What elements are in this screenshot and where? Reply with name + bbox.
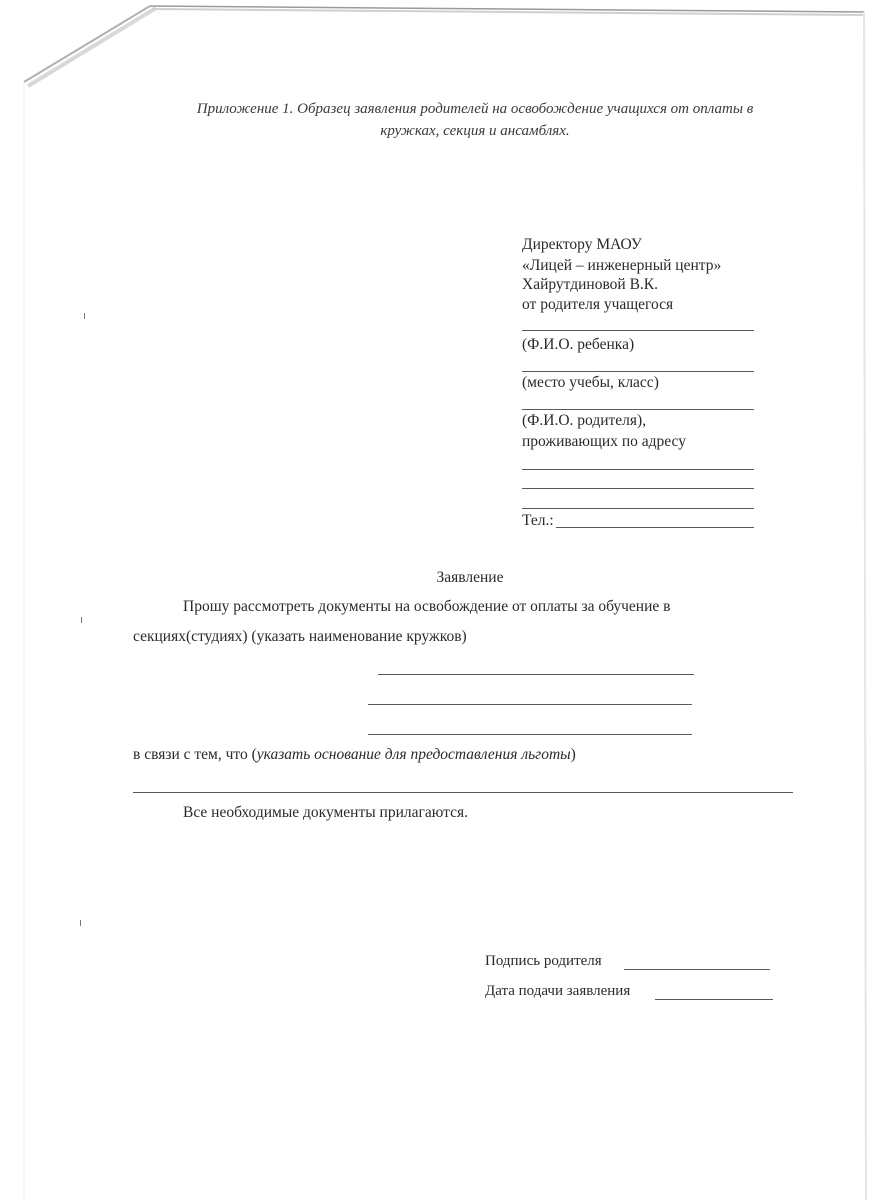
club-name-blank-3 xyxy=(368,734,692,735)
request-text-line1: Прошу рассмотреть документы на освобождение от оплаты за обучение в xyxy=(183,598,671,615)
parent-signature-label: Подпись родителя xyxy=(485,953,602,969)
address-blank-3 xyxy=(522,508,754,509)
reason-blank xyxy=(133,792,793,793)
punch-mark xyxy=(80,920,81,926)
request-text-line2: секциях(студиях) (указать наименование кружков) xyxy=(133,628,467,645)
punch-mark xyxy=(81,617,82,623)
phone-label: Тел.: xyxy=(522,512,554,529)
statement-heading: Заявление xyxy=(436,569,504,586)
reason-prefix: в связи с тем, что ( xyxy=(133,746,257,763)
child-name-label: (Ф.И.О. ребенка) xyxy=(522,336,635,353)
reason-hint: указать основание для предоставления льготы xyxy=(256,746,571,763)
club-name-blank-2 xyxy=(368,704,692,705)
addressee-line2: «Лицей – инженерный центр» xyxy=(522,257,722,274)
club-name-blank-1 xyxy=(378,674,694,675)
document-title-line1: Приложение 1. Образец заявления родителей на освобождение учащихся от оплаты в xyxy=(196,101,754,117)
addressee-line1: Директору МАОУ xyxy=(522,236,642,253)
attachments-text: Все необходимые документы прилагаются. xyxy=(183,804,468,821)
document-title-line2: кружках, секция и ансамблях. xyxy=(380,123,570,139)
submission-date-blank xyxy=(655,999,773,1000)
school-class-label: (место учебы, класс) xyxy=(522,374,659,391)
child-name-blank xyxy=(522,330,754,331)
reason-text xyxy=(133,745,576,765)
parent-name-label: (Ф.И.О. родителя), xyxy=(522,412,647,429)
parent-signature-blank xyxy=(624,969,770,970)
reason-suffix: ) xyxy=(570,746,576,763)
phone-blank xyxy=(556,527,754,528)
address-label: проживающих по адресу xyxy=(522,433,686,450)
submission-date-label: Дата подачи заявления xyxy=(485,983,631,999)
address-blank-2 xyxy=(522,488,754,489)
addressee-line3: Хайрутдиновой В.К. xyxy=(522,276,659,293)
addressee-line4: от родителя учащегося xyxy=(522,296,674,313)
punch-mark xyxy=(84,313,85,319)
address-blank-1 xyxy=(522,469,754,470)
